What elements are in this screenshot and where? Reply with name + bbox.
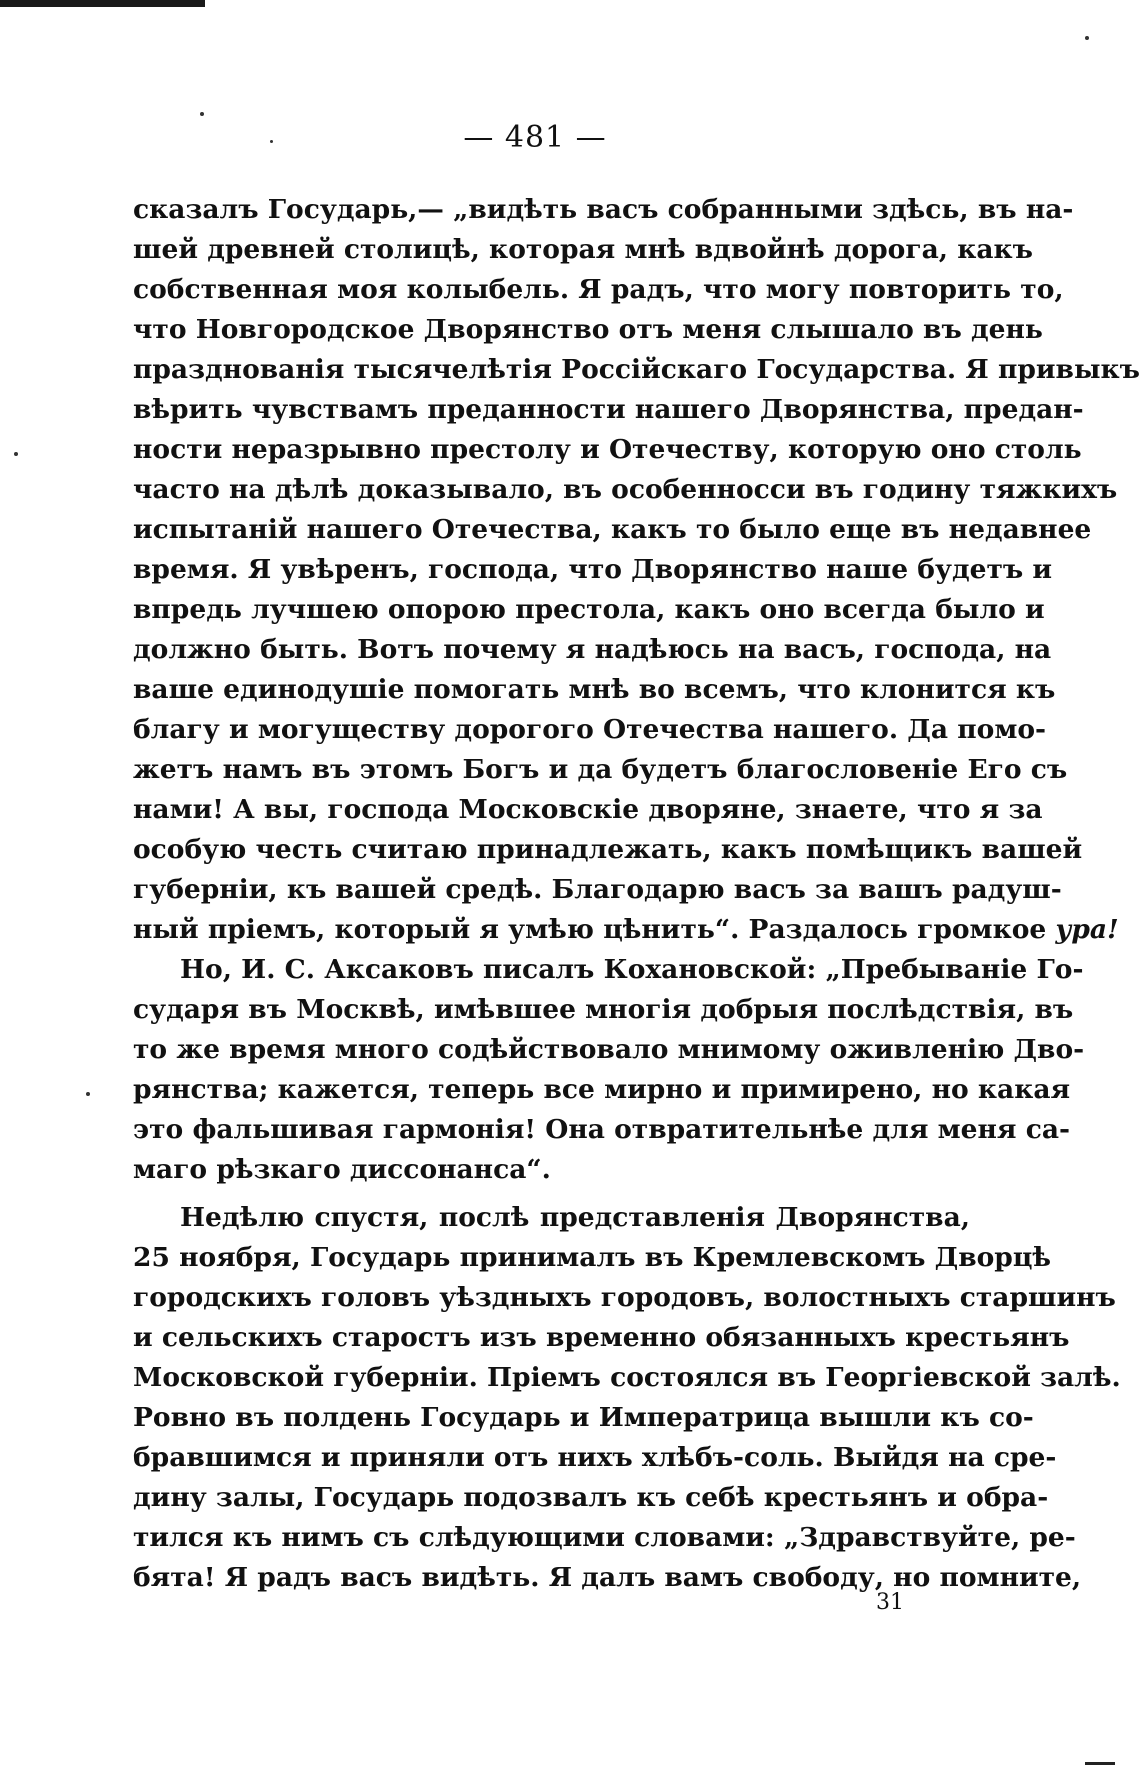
text-line: [133, 950, 1084, 990]
text-line-content: сказалъ Государь,— „видѣть васъ собранными здѣсь, въ на-: [133, 194, 1074, 225]
page-number: — 481 —: [463, 120, 607, 155]
text-line-content: это фальшивая гармонія! Она отвратительнѣе для меня са-: [133, 1114, 1071, 1145]
text-line: [133, 550, 1053, 590]
text-line-content: Недѣлю спустя, послѣ представленія Дворянства,: [180, 1202, 970, 1233]
text-line-content: сударя въ Москвѣ, имѣвшее многія добрыя послѣдствія, въ: [133, 994, 1074, 1025]
text-line-content: ности неразрывно престолу и Отечеству, которую оно столь: [133, 434, 1082, 465]
text-line-content: нами! А вы, господа Московскіе дворяне, знаете, что я за: [133, 794, 1043, 825]
text-line-content: 25 ноября, Государь принималъ въ Кремлевскомъ Дворцѣ: [133, 1242, 1052, 1273]
scan-speck: [14, 452, 18, 456]
text-line-content: что Новгородское Дворянство отъ меня слышало въ день: [133, 314, 1043, 345]
text-line-content: и сельскихъ старостъ изъ временно обязанныхъ крестьянъ: [133, 1322, 1070, 1353]
text-line: [133, 1478, 1049, 1518]
text-line-content: Ровно въ полдень Государь и Императрица вышли къ со-: [133, 1402, 1034, 1433]
text-line-content: бравшимся и приняли отъ нихъ хлѣбъ-соль. Выйдя на сре-: [133, 1442, 1057, 1473]
text-line: [133, 310, 1043, 350]
text-line: [133, 190, 1074, 230]
text-line: [133, 1110, 1071, 1150]
text-line: [133, 1518, 1076, 1558]
text-line-content: бята! Я радъ васъ видѣть. Я далъ вамъ свободу, но помните,: [133, 1562, 1082, 1593]
text-line: [133, 1558, 1082, 1598]
text-line: [133, 1150, 970, 1190]
text-line: [133, 1278, 1116, 1318]
text-line: [133, 470, 1118, 510]
text-line: [133, 1198, 970, 1238]
text-line-content: впредь лучшею опорою престола, какъ оно всегда было и: [133, 594, 1045, 625]
text-line-content: испытаній нашего Отечества, какъ то было еще въ недавнее: [133, 514, 1092, 545]
scan-edge-mark: [0, 0, 205, 7]
text-line-content: жетъ намъ въ этомъ Богъ и да будетъ благословеніе Его съ: [133, 754, 1068, 785]
text-line: [133, 350, 1140, 390]
text-line-content: шей древней столицѣ, которая мнѣ вдвойнѣ дорога, какъ: [133, 234, 1033, 265]
text-line: [133, 750, 1068, 790]
text-line: [133, 790, 1043, 830]
scan-speck: [86, 1092, 90, 1096]
text-line-content: маго рѣзкаго диссонанса“.: [133, 1154, 551, 1185]
text-line: [133, 230, 1033, 270]
text-line-content: дину залы, Государь подозвалъ къ себѣ крестьянъ и обра-: [133, 1482, 1049, 1513]
text-line-content: ваше единодушіе помогать мнѣ во всемъ, что клонится къ: [133, 674, 1056, 705]
text-line: [133, 590, 1045, 630]
text-line-content: Московской губерніи. Пріемъ состоялся въ Георгіевской залѣ.: [133, 1362, 1121, 1393]
text-line: [133, 1358, 1121, 1398]
text-line: [133, 830, 1083, 870]
text-line: [133, 670, 1056, 710]
text-line: [133, 1070, 1071, 1110]
text-line-content: городскихъ головъ уѣздныхъ городовъ, волостныхъ старшинъ: [133, 1282, 1116, 1313]
corner-mark: [1085, 1762, 1115, 1765]
text-line-content: часто на дѣлѣ доказывало, въ особенносси въ годину тяжкихъ: [133, 474, 1118, 505]
text-line-content: особую честь считаю принадлежать, какъ помѣщикъ вашей: [133, 834, 1083, 865]
scan-speck: [1085, 36, 1089, 40]
text-line-content: должно быть. Вотъ почему я надѣюсь на васъ, господа, на: [133, 634, 1052, 665]
text-line: [133, 510, 1092, 550]
text-line-content: рянства; кажется, теперь все мирно и примирено, но какая: [133, 1074, 1071, 1105]
text-line-content: собственная моя колыбель. Я радъ, что могу повторить то,: [133, 274, 1064, 305]
text-line-content: губерніи, къ вашей средѣ. Благодарю васъ за вашъ радуш-: [133, 874, 1062, 905]
text-line: [133, 630, 1052, 670]
text-line-content: Но, И. С. Аксаковъ писалъ Кохановской: „Пребываніе Го-: [180, 954, 1084, 985]
text-line: [133, 430, 1082, 470]
text-line: [133, 710, 1047, 750]
text-line-content: благу и могуществу дорогого Отечества нашего. Да помо-: [133, 714, 1047, 745]
text-line: [133, 1238, 1052, 1278]
text-line: [133, 990, 1074, 1030]
text-line-content: то же время много содѣйствовало мнимому оживленію Дво-: [133, 1034, 1085, 1065]
text-line-content: время. Я увѣренъ, господа, что Дворянство наше будетъ и: [133, 554, 1053, 585]
text-line-content: ный пріемъ, который я умѣю цѣнить“. Раздалось громкое: [133, 914, 1056, 945]
text-line: [133, 1438, 1057, 1478]
body-text: [133, 190, 1140, 1598]
text-line: [133, 270, 1064, 310]
signature-mark: 31: [876, 1590, 904, 1615]
text-line: [133, 1030, 1085, 1070]
scan-speck: [200, 112, 204, 116]
text-line: [133, 390, 1084, 430]
text-line: [133, 870, 1062, 910]
text-line: [133, 1318, 1070, 1358]
text-line: [133, 1398, 1034, 1438]
text-line: [133, 910, 1119, 950]
text-line-content: вѣрить чувствамъ преданности нашего Дворянства, предан-: [133, 394, 1084, 425]
italic-word: ура!: [1055, 914, 1119, 945]
text-line-content: тился къ нимъ съ слѣдующими словами: „Здравствуйте, ре-: [133, 1522, 1076, 1553]
text-line-content: празднованія тысячелѣтія Россійскаго Государства. Я привыкъ: [133, 354, 1140, 385]
